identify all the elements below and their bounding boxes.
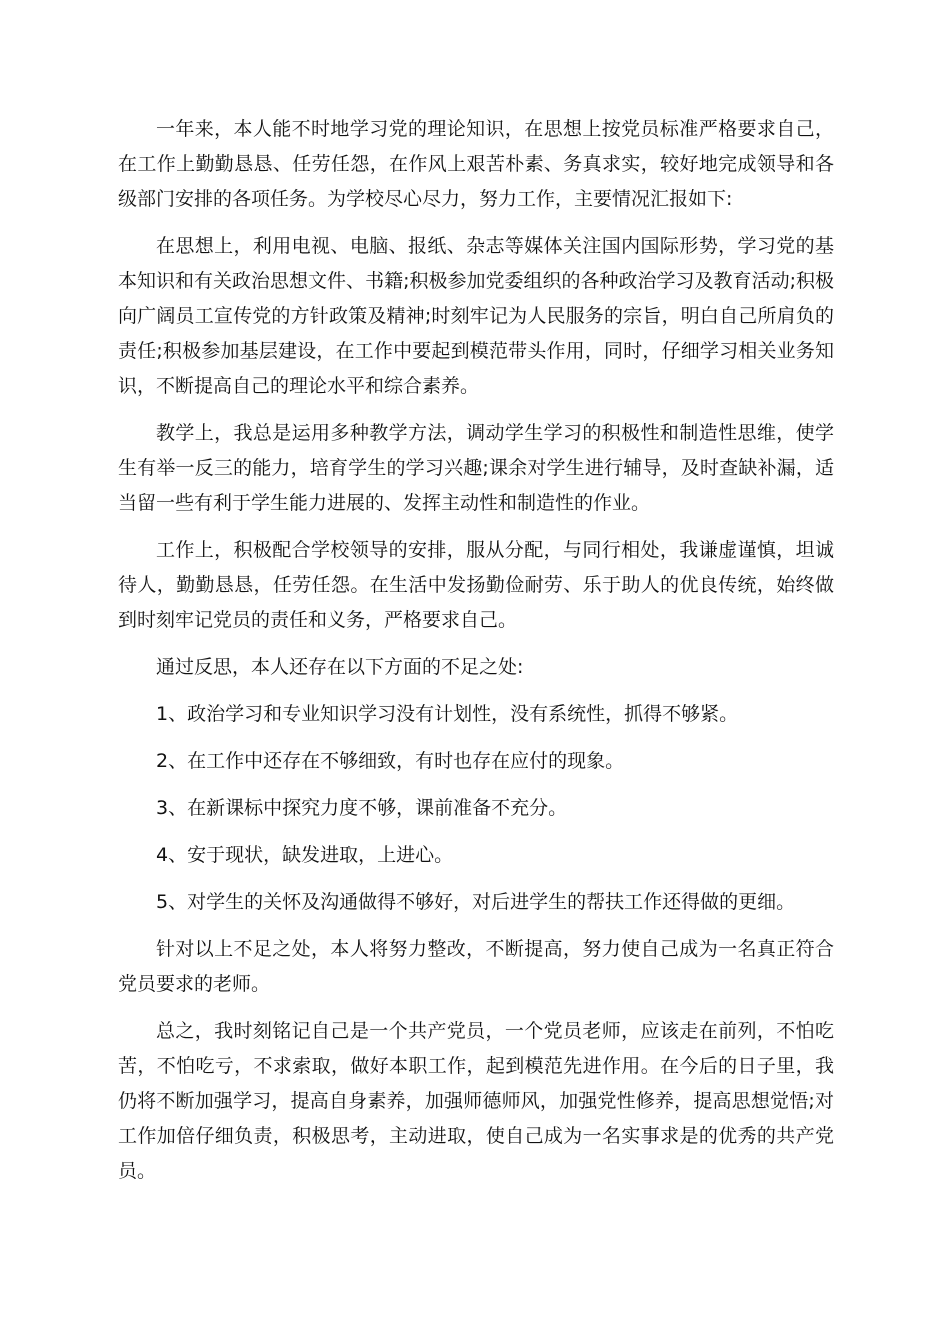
- list-item: 5、对学生的关怀及沟通做得不够好，对后进学生的帮扶工作还得做的更细。: [156, 891, 796, 913]
- list-item: 4、安于现状，缺发进取，上进心。: [156, 844, 454, 866]
- paragraph-conclusion: 总之，我时刻铭记自己是一个共产党员，一个党员老师，应该走在前列，不怕吃苦，不怕吃亏，不求索取，做好本职工作，起到模范先进作用。在今后的日子里，我仍将不断加强学习，提高自身素养，加强师德师风，加强党性修养，提高思想觉悟;对工作加倍仔细负责，积极思考，主动进取，使自己成为一名实事求是的优秀的共产党员。: [118, 1020, 834, 1182]
- paragraph-ideology: 在思想上，利用电视、电脑、报纸、杂志等媒体关注国内国际形势，学习党的基本知识和有关政治思想文件、书籍;积极参加党委组织的各种政治学习及教育活动;积极向广阔员工宣传党的方针政策及精神;时刻牢记为人民服务的宗旨，明白自己所肩负的责任;积极参加基层建设，在工作中要起到模范带头作用，同时，仔细学习相关业务知识，不断提高自己的理论水平和综合素养。: [118, 235, 834, 397]
- paragraph-work: 工作上，积极配合学校领导的安排，服从分配，与同行相处，我谦虚谨慎，坦诚待人，勤勤恳恳，任劳任怨。在生活中发扬勤俭耐劳、乐于助人的优良传统，始终做到时刻牢记党员的责任和义务，严格要求自己。: [118, 539, 834, 631]
- paragraph-intro: 一年来，本人能不时地学习党的理论知识，在思想上按党员标准严格要求自己，在工作上勤勤恳恳、任劳任怨，在作风上艰苦朴素、务真求实，较好地完成领导和各级部门安排的各项任务。为学校尽心尽力，努力工作，主要情况汇报如下:: [118, 118, 834, 210]
- paragraph-teaching: 教学上，我总是运用多种教学方法，调动学生学习的积极性和制造性思维，使学生有举一反三的能力，培育学生的学习兴趣;课余对学生进行辅导，及时查缺补漏，适当留一些有利于学生能力进展的、发挥主动性和制造性的作业。: [118, 422, 834, 514]
- list-item: 2、在工作中还存在不够细致，有时也存在应付的现象。: [156, 750, 625, 772]
- document-page: [118, 112, 834, 1201]
- paragraph-reflection: 通过反思，本人还存在以下方面的不足之处:: [156, 656, 524, 678]
- paragraph-improvement: 针对以上不足之处，本人将努力整改，不断提高，努力使自己成为一名真正符合党员要求的老师。: [118, 938, 834, 995]
- list-item: 1、政治学习和专业知识学习没有计划性，没有系统性，抓得不够紧。: [156, 703, 739, 725]
- list-item: 3、在新课标中探究力度不够，课前准备不充分。: [156, 797, 568, 819]
